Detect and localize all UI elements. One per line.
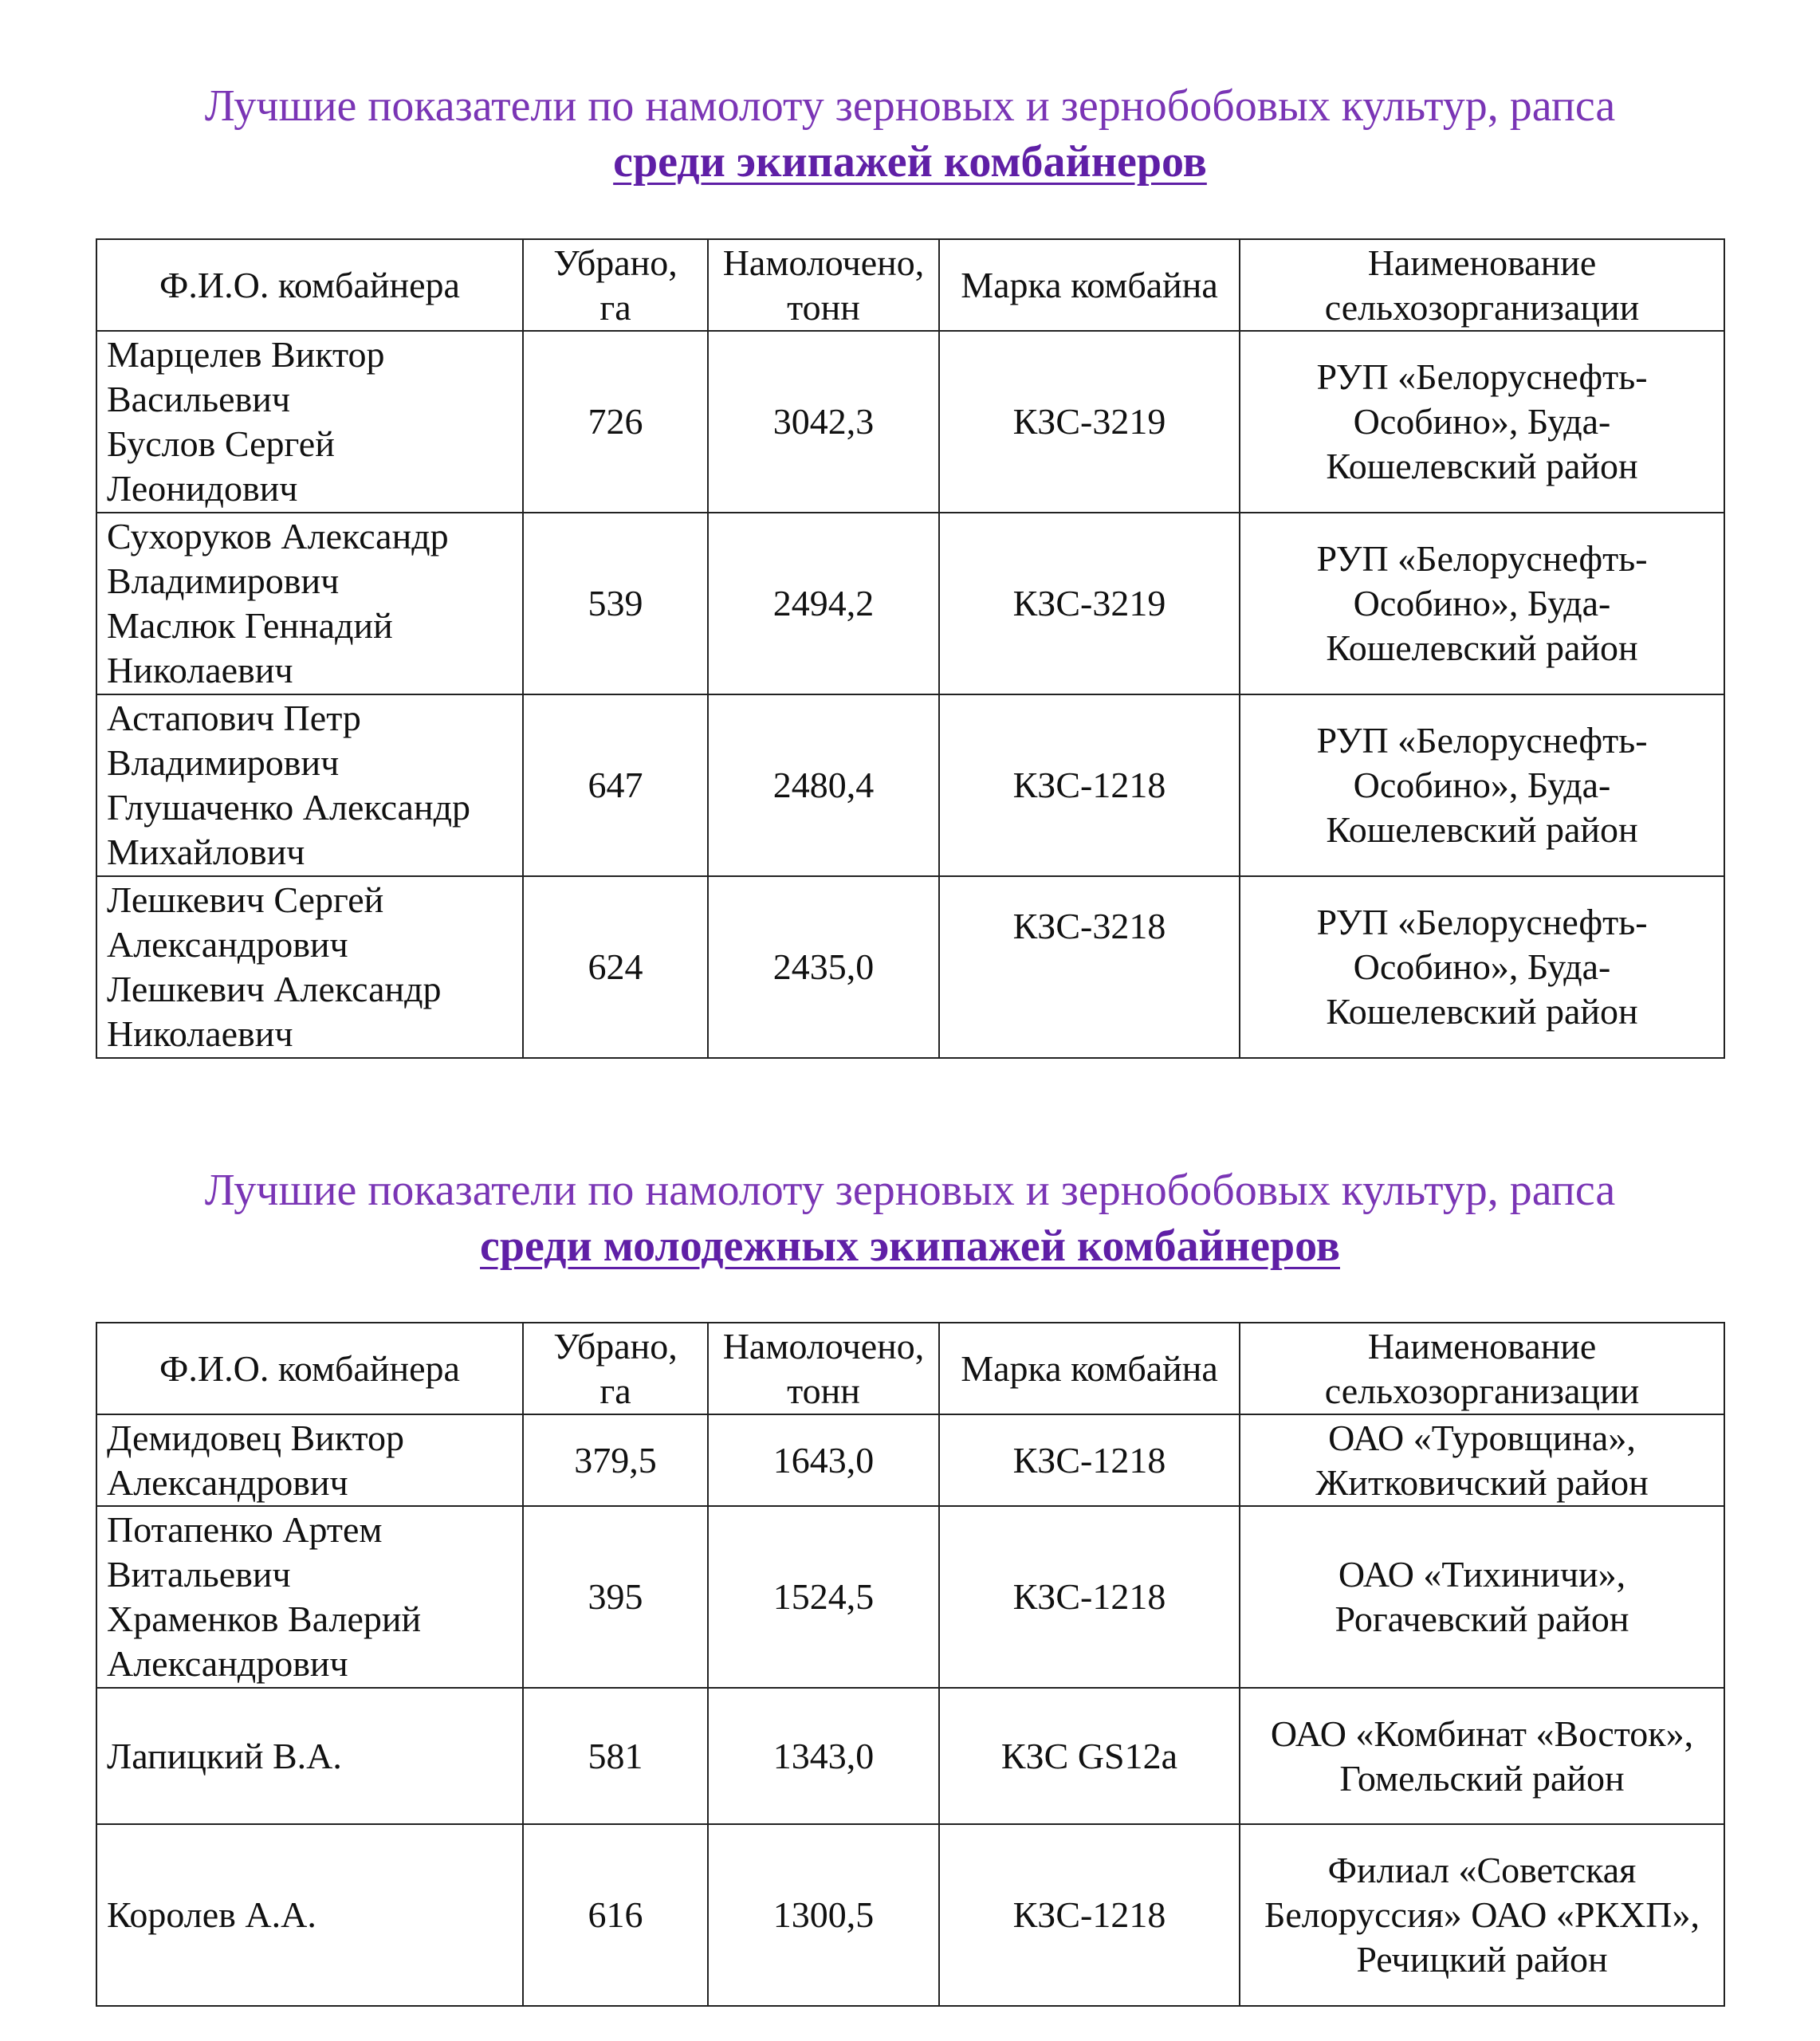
cell-harvested: 616 — [523, 1824, 708, 2006]
header-threshed: Намолочено, тонн — [708, 1323, 939, 1414]
header-name: Ф.И.О. комбайнера — [96, 1323, 523, 1414]
section-2-title-line1: Лучшие показатели по намолоту зерновых и зернобобовых культур, рапса — [204, 1166, 1616, 1215]
section-1-title-line1: Лучшие показатели по намолоту зерновых и зернобобовых культур, рапса — [204, 81, 1616, 131]
header-name: Ф.И.О. комбайнера — [96, 239, 523, 331]
header-org: Наименование сельхозорганизации — [1240, 1323, 1724, 1414]
name-line: Васильевич — [107, 379, 290, 419]
name-line: Буслов Сергей — [107, 423, 335, 464]
cell-name — [96, 694, 523, 876]
name-line: Сухоруков Александр — [107, 516, 449, 556]
header-brand: Марка комбайна — [939, 239, 1240, 331]
table-row — [96, 1506, 1724, 1688]
cell-org: ОАО «Комбинат «Восток», Гомельский район — [1240, 1688, 1724, 1824]
table-row — [96, 876, 1724, 1058]
cell-harvested: 624 — [523, 876, 708, 1058]
cell-brand: КЗС-1218 — [939, 1506, 1240, 1688]
name-line: Владимирович — [107, 742, 340, 783]
name-line: Храменков Валерий — [107, 1599, 422, 1639]
table-row — [96, 1414, 1724, 1506]
name-line: Владимирович — [107, 560, 340, 601]
cell-org: Филиал «Советская Белоруссия» ОАО «РКХП», Речицкий район — [1240, 1824, 1724, 2006]
name-line: Демидовец Виктор — [107, 1417, 405, 1458]
header-threshed: Намолочено, тонн — [708, 239, 939, 331]
cell-org: РУП «Белоруснефть-Особино», Буда-Кошелевский район — [1240, 694, 1724, 876]
cell-harvested: 379,5 — [523, 1414, 708, 1506]
cell-brand: КЗС-3219 — [939, 331, 1240, 513]
cell-brand: КЗС-1218 — [939, 1824, 1240, 2006]
cell-harvested: 581 — [523, 1688, 708, 1824]
name-line: Михайлович — [107, 832, 305, 872]
name-line: Королев А.А. — [107, 1894, 316, 1935]
cell-name — [96, 1414, 523, 1506]
cell-threshed: 2480,4 — [708, 694, 939, 876]
cell-name — [96, 876, 523, 1058]
name-line: Александрович — [107, 924, 348, 965]
table-row — [96, 513, 1724, 694]
name-line: Леонидович — [107, 468, 298, 509]
section-1-table — [96, 238, 1725, 1059]
cell-name — [96, 513, 523, 694]
table-row — [96, 694, 1724, 876]
name-line: Потапенко Артем — [107, 1509, 383, 1550]
header-org: Наименование сельхозорганизации — [1240, 239, 1724, 331]
cell-harvested: 395 — [523, 1506, 708, 1688]
cell-brand: КЗС GS12a — [939, 1688, 1240, 1824]
section-2-table — [96, 1322, 1725, 2007]
name-line: Марцелев Виктор — [107, 334, 385, 375]
cell-brand: КЗС-1218 — [939, 694, 1240, 876]
name-line: Астапович Петр — [107, 698, 361, 738]
cell-harvested: 539 — [523, 513, 708, 694]
cell-threshed: 2494,2 — [708, 513, 939, 694]
table-row — [96, 1688, 1724, 1824]
table-header-row — [96, 1323, 1724, 1414]
header-brand: Марка комбайна — [939, 1323, 1240, 1414]
header-harvested: Убрано, га — [523, 239, 708, 331]
name-line: Александрович — [107, 1461, 348, 1503]
name-line: Маслюк Геннадий — [107, 605, 393, 646]
cell-harvested: 647 — [523, 694, 708, 876]
section-2-title — [0, 1162, 1820, 1274]
cell-brand: КЗС-3218 — [939, 876, 1240, 1058]
name-line: Лешкевич Сергей — [107, 879, 384, 920]
name-line: Витальевич — [107, 1554, 291, 1595]
table-header-row — [96, 239, 1724, 331]
cell-threshed: 1300,5 — [708, 1824, 939, 2006]
cell-org: ОАО «Тихиничи», Рогачевский район — [1240, 1506, 1724, 1688]
cell-name — [96, 331, 523, 513]
name-line: Лапицкий В.А. — [107, 1735, 342, 1776]
cell-org: РУП «Белоруснефть-Особино», Буда-Кошелевский район — [1240, 876, 1724, 1058]
cell-brand: КЗС-3219 — [939, 513, 1240, 694]
cell-threshed: 2435,0 — [708, 876, 939, 1058]
name-line: Николаевич — [107, 1013, 293, 1054]
name-line: Глушаченко Александр — [107, 787, 470, 828]
name-line: Лешкевич Александр — [107, 969, 442, 1009]
cell-harvested: 726 — [523, 331, 708, 513]
cell-org: РУП «Белоруснефть-Особино», Буда-Кошелевский район — [1240, 331, 1724, 513]
table-row — [96, 1824, 1724, 2006]
cell-threshed: 1524,5 — [708, 1506, 939, 1688]
cell-name — [96, 1824, 523, 2006]
name-line: Николаевич — [107, 650, 293, 690]
table-row — [96, 331, 1724, 513]
section-2-title-line2: среди молодежных экипажей комбайнеров — [480, 1221, 1340, 1271]
cell-threshed: 3042,3 — [708, 331, 939, 513]
cell-brand: КЗС-1218 — [939, 1414, 1240, 1506]
section-1-title — [0, 78, 1820, 190]
cell-name — [96, 1688, 523, 1824]
cell-threshed: 1343,0 — [708, 1688, 939, 1824]
cell-org: РУП «Белоруснефть-Особино», Буда-Кошелевский район — [1240, 513, 1724, 694]
cell-org: ОАО «Туровщина», Житковичский район — [1240, 1414, 1724, 1506]
name-line: Александрович — [107, 1643, 348, 1684]
cell-threshed: 1643,0 — [708, 1414, 939, 1506]
header-harvested: Убрано, га — [523, 1323, 708, 1414]
section-1-title-line2: среди экипажей комбайнеров — [613, 137, 1207, 187]
cell-name — [96, 1506, 523, 1688]
